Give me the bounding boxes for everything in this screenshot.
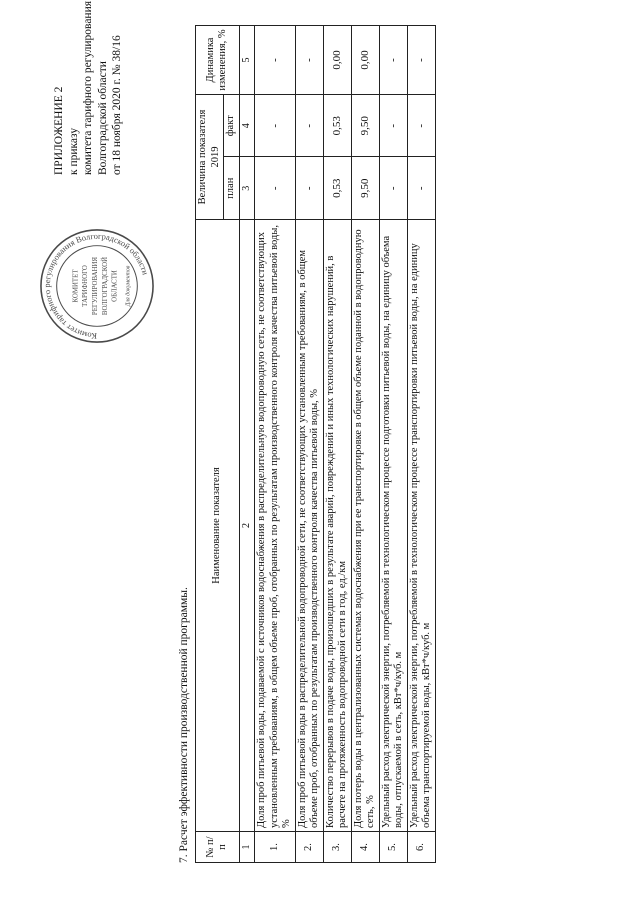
row-indicator-name: Доля проб питьевой воды, подаваемой с источников водоснабжения в распределительную водопроводную сеть, не соответствующих установленным требованиям, в общем объеме проб, отобранных по результатам производственного контроля качества питьевой воды, % bbox=[255, 220, 296, 832]
table-header-row bbox=[196, 26, 224, 863]
row-number: 3. bbox=[323, 832, 351, 863]
row-indicator-name: Доля проб питьевой воды в распределительной водопроводной сети, не соответствующих установленным требованиям, в общем объеме проб, отобранных по результатам производственного контроля качества питьевой воды, % bbox=[295, 220, 323, 832]
header-indicator-name: Наименование показателя bbox=[196, 220, 240, 832]
row-plan-value: - bbox=[295, 157, 323, 220]
row-fact-value: 9,50 bbox=[351, 95, 379, 158]
row-plan-value: - bbox=[255, 157, 296, 220]
row-plan-value: 9,50 bbox=[351, 157, 379, 220]
stamp-center-line-1: КОМИТЕТ bbox=[72, 269, 80, 303]
row-plan-value: 0,53 bbox=[323, 157, 351, 220]
stamp-center-line-3: РЕГУЛИРОВАНИЯ bbox=[92, 256, 99, 316]
appendix-region: Волгоградской области bbox=[96, 61, 109, 175]
row-fact-value: - bbox=[295, 95, 323, 158]
stamp-bottom-text: Для документов bbox=[125, 265, 132, 307]
header-number: № п/п bbox=[196, 832, 240, 863]
row-dynamics-value: - bbox=[295, 26, 323, 95]
appendix-committee: комитета тарифного регулирования bbox=[82, 0, 94, 175]
row-fact-value: - bbox=[255, 95, 296, 158]
appendix-order-ref: к приказу bbox=[67, 127, 80, 175]
row-number: 1. bbox=[255, 832, 296, 863]
official-seal-stamp bbox=[38, 227, 156, 345]
stamp-center-line-2: ТАРИФНОГО bbox=[82, 265, 90, 307]
row-plan-value: - bbox=[379, 157, 407, 220]
row-indicator-name: Доля потерь воды в централизованных системах водоснабжения при ее транспортировке в общем объеме поданной в водопроводную сеть, % bbox=[351, 220, 379, 832]
row-fact-value: 0,53 bbox=[323, 95, 351, 158]
row-dynamics-value: - bbox=[255, 26, 296, 95]
row-dynamics-value: 0,00 bbox=[351, 26, 379, 95]
row-number: 5. bbox=[379, 832, 407, 863]
table-row bbox=[351, 26, 379, 863]
row-fact-value: - bbox=[379, 95, 407, 158]
row-dynamics-value: - bbox=[379, 26, 407, 95]
row-number: 6. bbox=[407, 832, 435, 863]
index-cell: 2 bbox=[239, 220, 255, 832]
row-dynamics-value: 0,00 bbox=[323, 26, 351, 95]
section-title: 7. Расчет эффективности производственной программы. bbox=[178, 587, 190, 863]
table-row bbox=[379, 26, 407, 863]
appendix-title: ПРИЛОЖЕНИЕ 2 bbox=[53, 86, 65, 175]
row-plan-value: - bbox=[407, 157, 435, 220]
stamp-center-line-5: ОБЛАСТИ bbox=[111, 270, 119, 302]
row-fact-value: - bbox=[407, 95, 435, 158]
header-dynamics: Динамика изменения, % bbox=[196, 26, 240, 95]
appendix-date-number: от 18 ноября 2020 г. № 38/16 bbox=[111, 35, 123, 175]
stamp-center-line-4: ВОЛГОГРАДСКОЙ bbox=[101, 256, 109, 316]
row-indicator-name: Количество перерывов в подаче воды, произошедших в результате аварий, повреждений и иных технологических нарушений, в расчете на протяженность водопроводной сети в год, ед./км bbox=[323, 220, 351, 832]
table-row bbox=[295, 26, 323, 863]
table-row bbox=[255, 26, 296, 863]
table-row bbox=[407, 26, 435, 863]
header-fact: факт bbox=[224, 95, 240, 158]
stamp-ring-text: Комитет тарифного регулирования Волгоградской области bbox=[41, 230, 151, 342]
header-plan: план bbox=[224, 157, 240, 220]
table-index-row bbox=[239, 26, 255, 863]
table-row bbox=[323, 26, 351, 863]
indicators-table bbox=[195, 25, 436, 863]
row-indicator-name: Удельный расход электрической энергии, потребляемой в технологическом процессе подготовки питьевой воды, на единицу объема воды, отпускаемой в сеть, кВт*ч/куб. м bbox=[379, 220, 407, 832]
index-cell: 3 bbox=[239, 157, 255, 220]
header-value-group: Величина показателя 2019 bbox=[196, 95, 224, 220]
index-cell: 1 bbox=[239, 832, 255, 863]
row-number: 4. bbox=[351, 832, 379, 863]
index-cell: 5 bbox=[239, 26, 255, 95]
row-number: 2. bbox=[295, 832, 323, 863]
row-dynamics-value: - bbox=[407, 26, 435, 95]
index-cell: 4 bbox=[239, 95, 255, 158]
row-indicator-name: Удельный расход электрической энергии, потребляемой в технологическом процессе транспортировки питьевой воды, на единицу объема транспортируемой воды, кВт*ч/куб. м bbox=[407, 220, 435, 832]
